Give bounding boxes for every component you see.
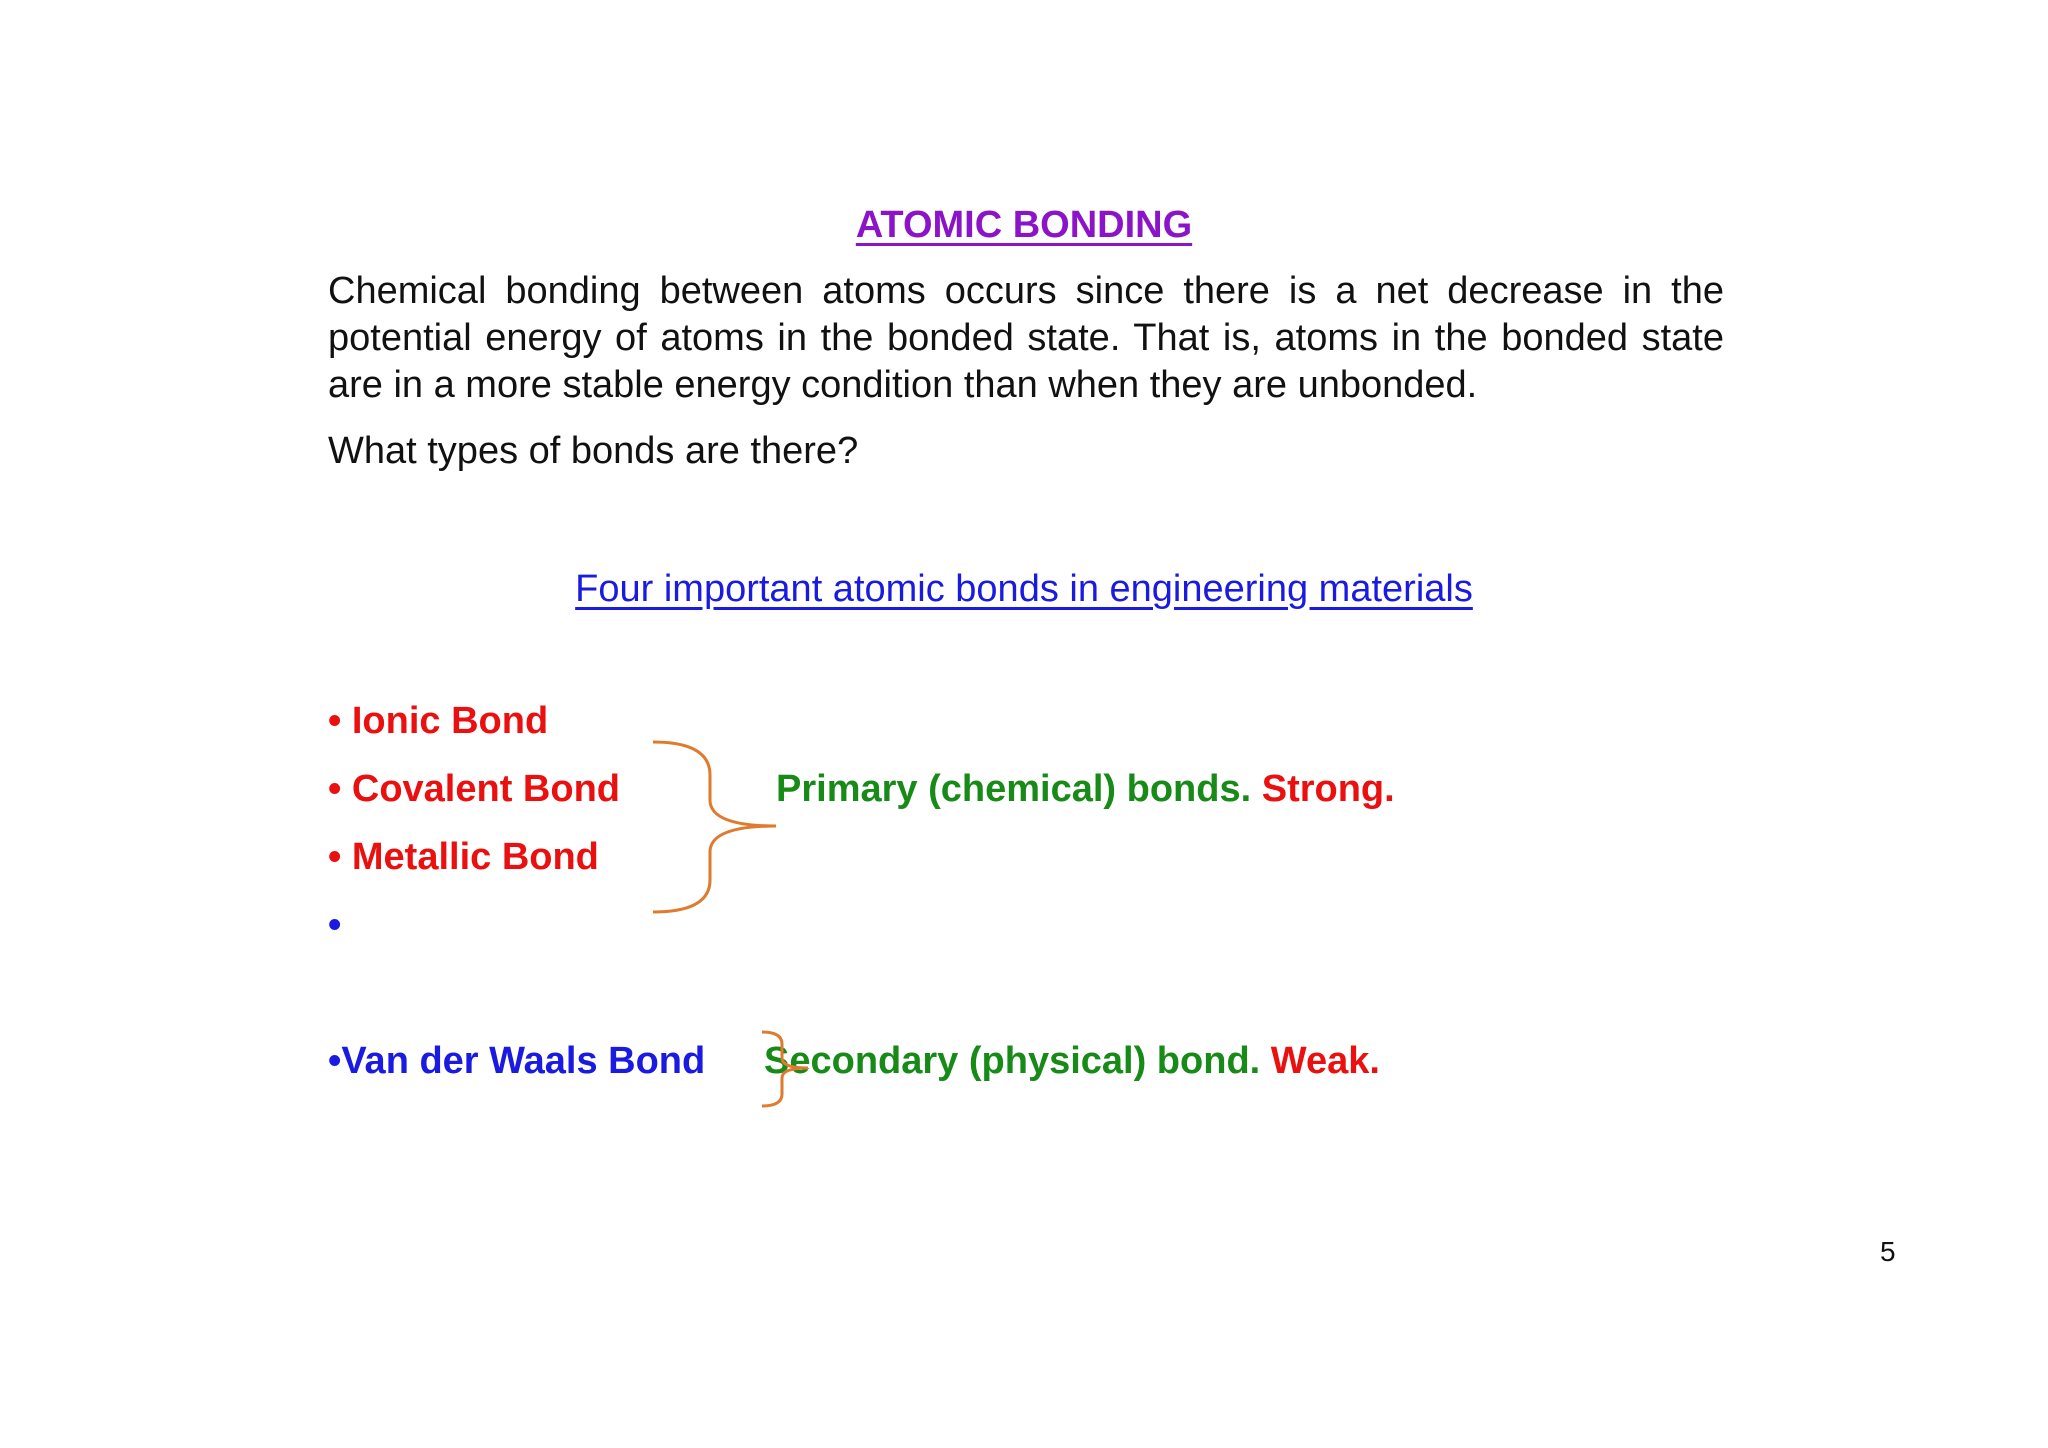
slide-title: ATOMIC BONDING	[855, 204, 1193, 246]
intro-paragraph: Chemical bonding between atoms occurs since there is a net decrease in the potential energy of atoms in the bonded state. That is, atoms in the bonded state are in a more stable energy condition than when they are unbonded.	[328, 270, 1724, 406]
bullet-marker: •	[328, 768, 342, 810]
bond-label: Van der Waals Bond	[341, 1040, 706, 1082]
bullet-marker: •	[328, 904, 342, 946]
question-text: What types of bonds are there?	[328, 430, 859, 472]
subtitle-link[interactable]: Four important atomic bonds in engineering materials	[575, 568, 1473, 610]
page-number: 5	[1880, 1236, 1896, 1267]
bullet-marker: •	[328, 1040, 342, 1082]
secondary-bond-brace	[762, 1032, 808, 1106]
bullet-marker: •	[328, 836, 342, 878]
bond-label: Ionic Bond	[351, 700, 549, 742]
bullet-marker: •	[328, 700, 342, 742]
primary-bonds-brace	[653, 742, 776, 912]
bond-label: Covalent Bond	[351, 768, 620, 810]
secondary-note-strength: Weak.	[1270, 1040, 1380, 1082]
secondary-note-text: Secondary (physical) bond.	[764, 1040, 1261, 1082]
bond-label: Metallic Bond	[351, 836, 599, 878]
primary-note-text: Primary (chemical) bonds.	[776, 768, 1252, 810]
primary-note-strength: Strong.	[1261, 768, 1395, 810]
